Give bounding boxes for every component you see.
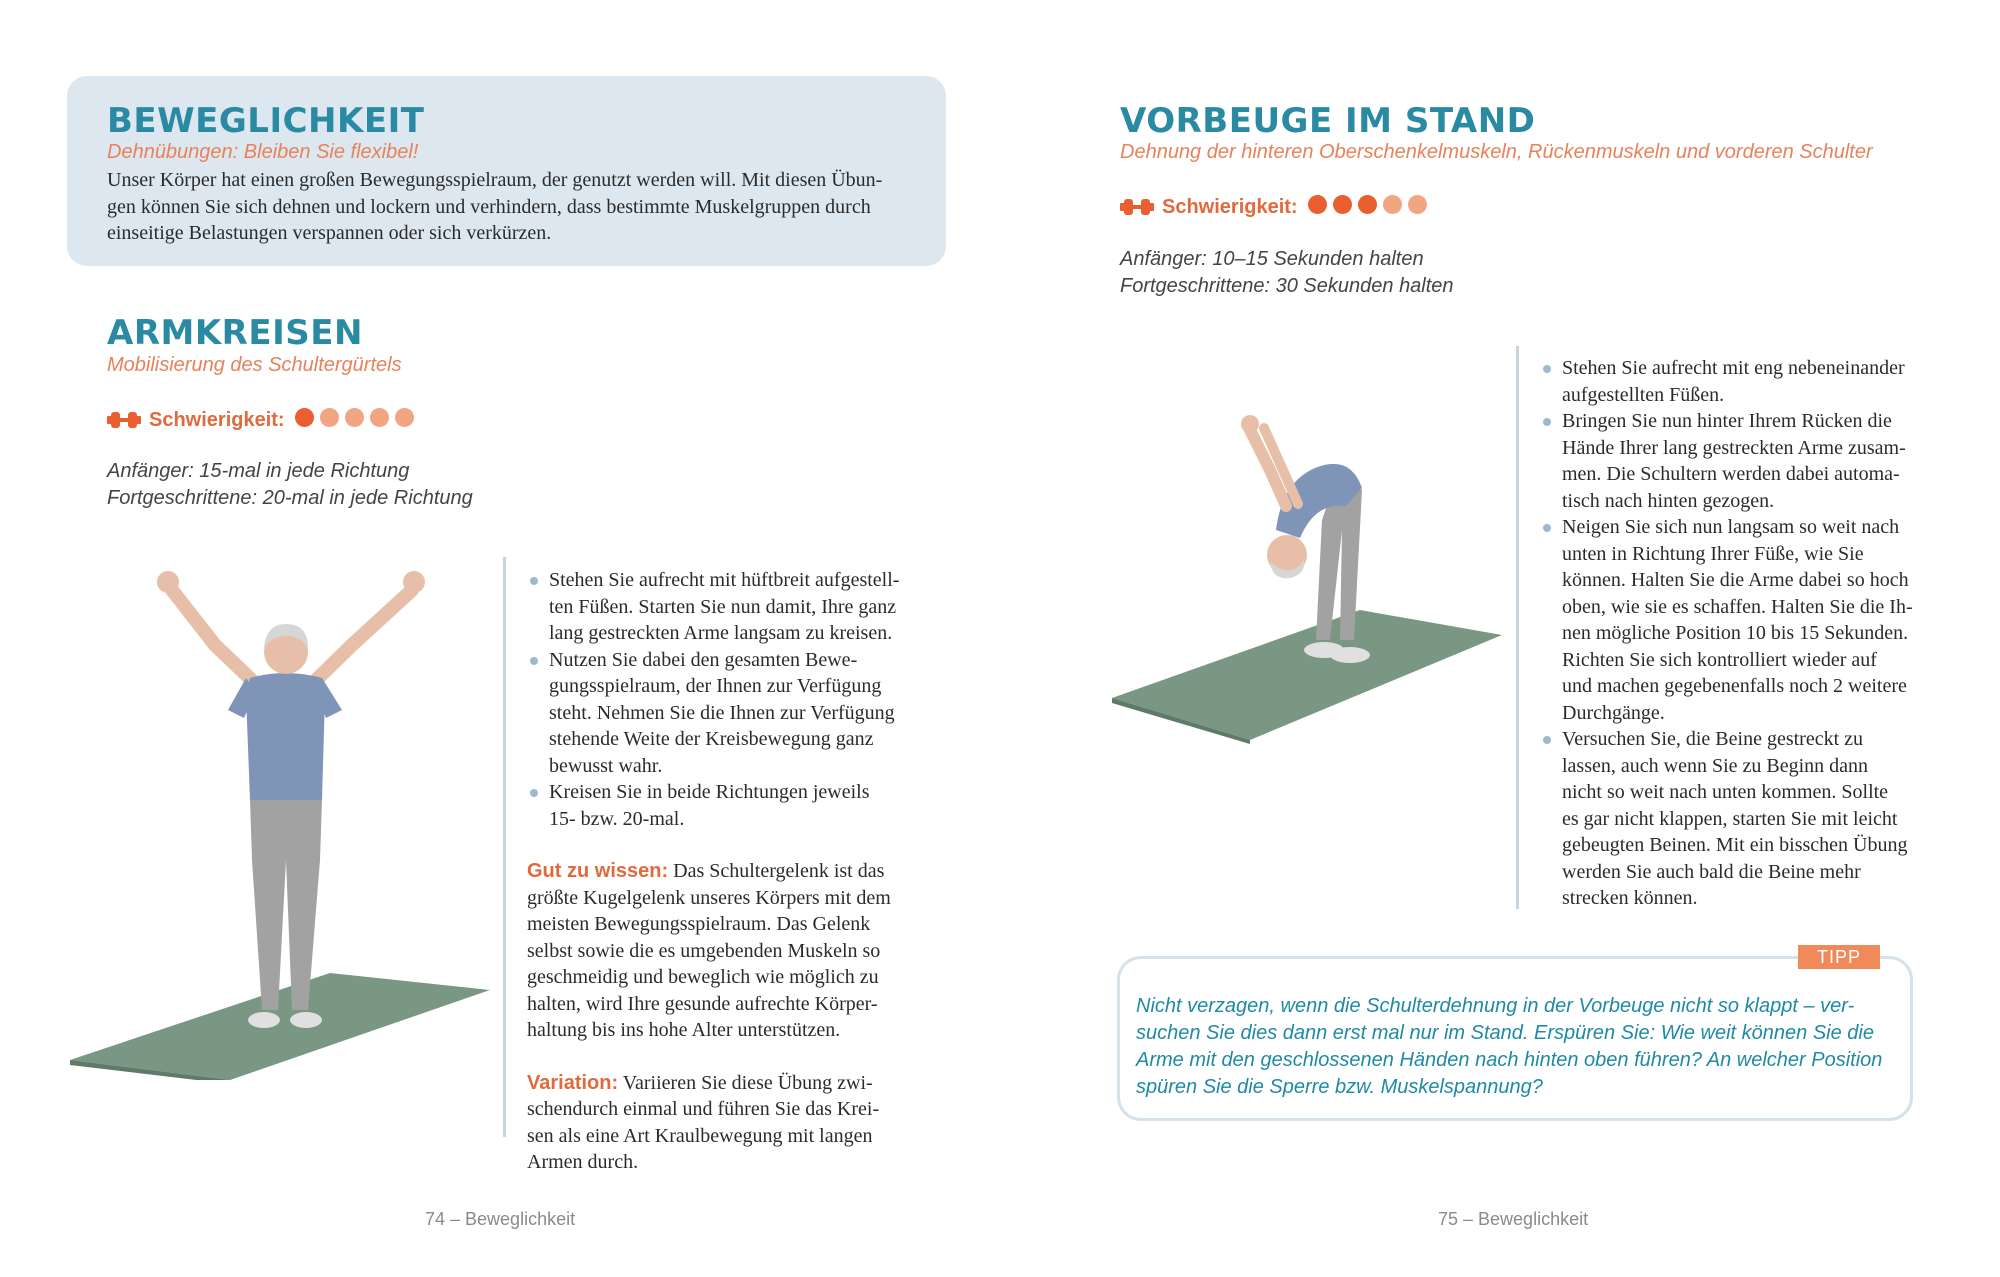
bullet-line: gungsspielraum, der Ihnen zur Verfügung (549, 675, 882, 697)
difficulty-dots (1308, 195, 1433, 219)
bullet-line: gebeugten Beinen. Mit ein bisschen Übung (1562, 834, 1908, 856)
tip-text (1136, 993, 1906, 1101)
variation-line: Armen durch. (527, 1151, 639, 1173)
list-item (527, 567, 917, 647)
good-to-know-block (527, 858, 917, 1044)
intro-line: Unser Körper hat einen großen Bewegungsspielraum, der genutzt werden will. Mit diesen Übun- (107, 169, 883, 191)
variation-line: Variieren Sie diese Übung zwi- (622, 1071, 873, 1094)
instructions-column (1540, 355, 1920, 912)
bullet-line: tisch nach hinten gezogen. (1562, 489, 1775, 512)
variation-label: Variation: (527, 1071, 619, 1094)
armkreisen-illustration (60, 560, 500, 1080)
good-to-know-line: selbst sowie die es umgebenden Muskeln so (527, 939, 881, 962)
bullet-line: 15- bzw. 20-mal. (549, 807, 685, 830)
page-number-right: 75 – Beweglichkeit (1438, 1209, 1589, 1229)
bullet-line: Kreisen Sie in beide Richtungen jeweils (549, 781, 870, 803)
advanced-text: Fortgeschrittene: 20-mal in jede Richtung (107, 487, 473, 509)
column-divider (503, 557, 506, 1137)
difficulty-dot-filled (295, 408, 314, 427)
bullet-line: es gar nicht klappen, starten Sie mit leicht (1562, 807, 1898, 830)
good-to-know-line: halten, wird Ihre gesunde aufrechte Körper- (527, 992, 878, 1015)
difficulty-dot-filled (1333, 195, 1352, 214)
difficulty-label: Schwierigkeit: (149, 408, 285, 431)
dumbbell-icon (1120, 198, 1154, 216)
bullet-line: werden Sie auch bald die Beine mehr (1562, 860, 1861, 883)
bullet-line: können. Halten Sie die Arme dabei so hoch (1562, 569, 1909, 591)
difficulty-dot-empty (345, 408, 364, 427)
bullet-line: nen mögliche Position 10 bis 15 Sekunden. (1562, 622, 1909, 644)
difficulty-dot-empty (1383, 195, 1402, 214)
bullet-line: aufgestellten Füßen. (1562, 383, 1725, 406)
list-item (1540, 514, 1920, 726)
tip-label: TIPP (1798, 945, 1880, 969)
beginner-text: Anfänger: 15-mal in jede Richtung (107, 460, 410, 482)
tip-line: suchen Sie dies dann erst mal nur im Stand. Erspüren Sie: Wie weit können Sie die (1136, 1022, 1874, 1044)
good-to-know-line: meisten Bewegungsspielraum. Das Gelenk (527, 913, 871, 935)
difficulty-label: Schwierigkeit: (1162, 195, 1298, 218)
beginner-text: Anfänger: 10–15 Sekunden halten (1120, 248, 1424, 270)
instructions-column (527, 567, 917, 1176)
difficulty-dot-filled (1308, 195, 1327, 214)
bullet-line: unten in Richtung Ihrer Füße, wie Sie (1562, 542, 1864, 565)
bullet-line: ten Füßen. Starten Sie nun damit, Ihre ganz (549, 595, 897, 618)
bullet-line: steht. Nehmen Sie die Ihnen zur Verfügung (549, 701, 895, 724)
tip-line: Arme mit den geschlossenen Händen nach hinten oben führen? An welcher Position (1136, 1049, 1883, 1071)
bullet-line: Richten Sie sich kontrolliert wieder auf (1562, 648, 1877, 671)
good-to-know-line: größte Kugelgelenk unseres Körpers mit dem (527, 886, 891, 909)
difficulty-dot-filled (1358, 195, 1377, 214)
bullet-line: und machen gegebenenfalls noch 2 weitere (1562, 675, 1907, 697)
bullet-line: strecken können. (1562, 887, 1698, 909)
difficulty-dot-empty (395, 408, 414, 427)
good-to-know-line: haltung bis ins hohe Alter unterstützen. (527, 1019, 841, 1041)
vorbeuge-illustration (1110, 410, 1510, 750)
bullet-line: Hände Ihrer lang gestreckten Arme zusam- (1562, 436, 1906, 459)
bullet-line: Bringen Sie nun hinter Ihrem Rücken die (1562, 410, 1892, 432)
bullet-line: Stehen Sie aufrecht mit hüftbreit aufgestell- (549, 569, 900, 591)
tip-line: Nicht verzagen, wenn die Schulterdehnung in der Vorbeuge nicht so klappt – ver- (1136, 995, 1855, 1017)
bullet-line: men. Die Schultern werden dabei automa- (1562, 463, 1900, 485)
section-title: BEWEGLICHKEIT (107, 101, 425, 141)
dumbbell-icon (107, 411, 141, 429)
exercise-title: VORBEUGE IM STAND (1120, 101, 1536, 141)
list-item (527, 647, 917, 780)
bullet-list (1540, 355, 1920, 912)
bullet-line: nicht so weit nach unten kommen. Sollte (1562, 781, 1889, 803)
difficulty-rating (107, 408, 420, 432)
advanced-text: Fortgeschrittene: 30 Sekunden halten (1120, 275, 1454, 297)
bullet-line: Neigen Sie sich nun langsam so weit nach (1562, 516, 1900, 538)
exercise-title: ARMKREISEN (107, 313, 363, 353)
difficulty-dot-empty (370, 408, 389, 427)
intro-line: gen können Sie sich dehnen und lockern und verhindern, dass bestimmte Muskelgruppen durch (107, 195, 871, 218)
list-item (1540, 355, 1920, 408)
difficulty-dot-empty (1408, 195, 1427, 214)
tip-line: spüren Sie die Sperre bzw. Muskelspannung? (1136, 1076, 1543, 1098)
variation-line: schendurch einmal und führen Sie das Krei- (527, 1098, 880, 1120)
list-item (527, 779, 917, 832)
good-to-know-line: Das Schultergelenk ist das (673, 860, 885, 882)
bullet-line: lassen, auch wenn Sie zu Beginn dann (1562, 754, 1869, 777)
difficulty-dots (295, 408, 420, 432)
page-number-left: 74 – Beweglichkeit (425, 1209, 576, 1229)
intro-text (107, 167, 937, 247)
variation-block (527, 1070, 917, 1176)
difficulty-rating (1120, 195, 1433, 219)
exercise-subtitle: Dehnung der hinteren Oberschenkelmuskeln, Rückenmuskeln und vorderen Schulter (1120, 141, 1873, 163)
intro-line: einseitige Belastungen verspannen oder sich verkürzen. (107, 222, 552, 244)
list-item (1540, 726, 1920, 912)
bullet-line: bewusst wahr. (549, 754, 663, 777)
variation-line: sen als eine Art Kraulbewegung mit langen (527, 1124, 873, 1147)
bullet-line: lang gestreckten Arme langsam zu kreisen. (549, 622, 893, 644)
good-to-know-line: geschmeidig und beweglich wie möglich zu (527, 966, 879, 988)
column-divider (1516, 346, 1519, 909)
bullet-list (527, 567, 917, 832)
good-to-know-label: Gut zu wissen: (527, 860, 669, 882)
bullet-line: stehende Weite der Kreisbewegung ganz (549, 728, 874, 750)
section-subtitle: Dehnübungen: Bleiben Sie flexibel! (107, 141, 419, 163)
bullet-line: Versuchen Sie, die Beine gestreckt zu (1562, 728, 1864, 750)
exercise-subtitle: Mobilisierung des Schultergürtels (107, 354, 402, 376)
list-item (1540, 408, 1920, 514)
bullet-line: oben, wie sie es schaffen. Halten Sie die Ih- (1562, 595, 1913, 618)
bullet-line: Nutzen Sie dabei den gesamten Bewe- (549, 648, 858, 671)
bullet-line: Durchgänge. (1562, 701, 1665, 724)
bullet-line: Stehen Sie aufrecht mit eng nebeneinander (1562, 357, 1905, 379)
difficulty-dot-empty (320, 408, 339, 427)
